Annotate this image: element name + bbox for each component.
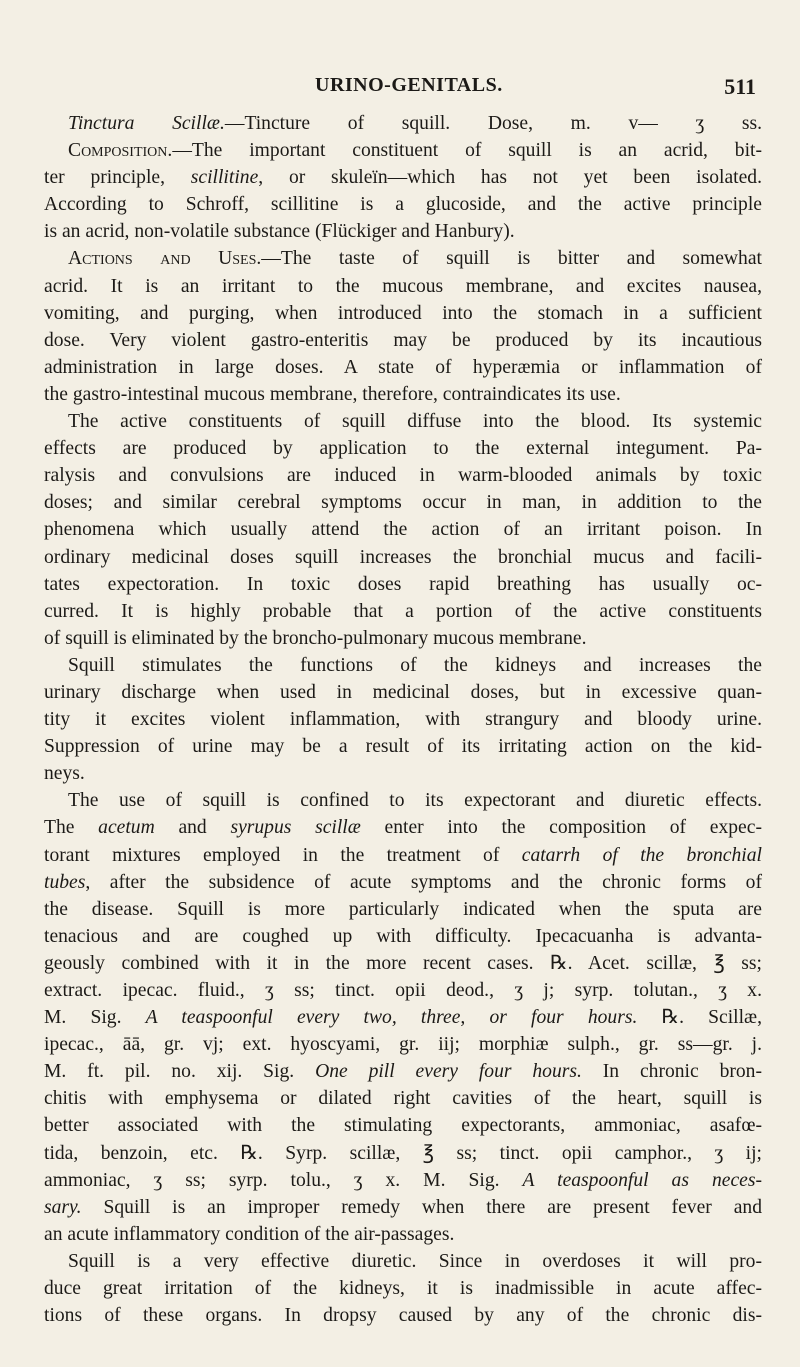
italic-text: tubes [44,871,86,893]
page-header [90,74,770,104]
text-line [44,1112,762,1139]
text-segment: tida, benzoin, etc. ℞. Syrp. scillæ, ℥ ss; tinct. opii camphor., ʒ ij; [44,1142,762,1164]
text-line [44,679,762,706]
text-line [44,435,762,462]
text-line [44,408,762,435]
text-segment: and [154,817,231,839]
text-segment: tates expectoration. In toxic doses rapid breathing has usually oc- [44,573,762,595]
text-line [44,760,762,787]
text-line [44,164,762,191]
text-segment: effects are produced by application to the external integument. Pa- [44,438,762,460]
text-segment: ralysis and convulsions are induced in warm-blooded animals by toxic [44,465,762,487]
text-segment: Squill is an improper remedy when there are present fever and [81,1196,762,1218]
text-segment: Suppression of urine may be a result of its irritating action on the kid- [44,736,762,758]
text-line [44,1140,762,1167]
text-line [44,462,762,489]
text-segment: The use of squill is confined to its expectorant and diuretic effects. [68,790,762,812]
text-segment: , after the subsidence of acute symptoms and the chronic forms of [85,871,762,893]
italic-text: sary. [44,1196,82,1218]
text-line [44,706,762,733]
text-line [44,137,762,164]
text-line [44,191,762,218]
text-segment: the disease. Squill is more particularly indicated when the sputa are [44,898,762,920]
text-line [44,516,762,543]
text-line [44,787,762,814]
text-segment: Squill stimulates the functions of the kidneys and increases the [68,654,762,676]
text-segment: chitis with emphysema or dilated right cavities of the heart, squill is [44,1088,762,1110]
text-segment: Squill is a very effective diuretic. Since in overdoses it will pro- [68,1250,762,1272]
text-line [44,245,762,272]
text-segment: ammoniac, ʒ ss; syrp. tolu., ʒ x. M. Sig. [44,1169,523,1191]
italic-text: Tinctura Scillæ. [68,113,225,134]
text-line [44,1275,762,1302]
text-segment: In chronic bron- [581,1061,763,1083]
text-line [44,300,762,327]
running-head: URINO-GENITALS. [315,74,503,96]
text-line [44,571,762,598]
italic-text: catarrh of the bronchial [521,844,762,866]
text-segment: —Tincture of squill. Dose, m. v— ʒ ss. [224,113,762,134]
text-segment: acrid. It is an irritant to the mucous membrane, and excites nausea, [44,275,762,297]
text-segment: tenacious and are coughed up with difficulty. Ipecacuanha is advanta- [44,925,762,947]
italic-text: acetum [98,817,155,839]
text-line [44,950,762,977]
text-segment: administration in large doses. A state of hyperæmia or inflammation of [44,356,762,378]
italic-text: A teaspoonful every two, three, or four hours. [145,1007,638,1029]
text-line [44,814,762,841]
text-line [44,110,762,137]
text-segment: curred. It is highly probable that a portion of the active constituents [44,600,762,622]
text-segment: The active constituents of squill diffuse into the blood. Its systemic [68,411,762,433]
text-line [44,1221,762,1248]
body-text [44,110,762,1329]
text-line [44,1031,762,1058]
text-segment: tions of these organs. In dropsy caused by any of the chronic dis- [44,1305,762,1327]
text-segment: According to Schroff, scillitine is a glucoside, and the active principle [44,194,762,216]
text-segment: enter into the composition of expec- [360,817,762,839]
text-line [44,218,762,245]
text-line [44,489,762,516]
text-line [44,273,762,300]
text-segment: tity it excites violent inflammation, with strangury and bloody urine. [44,709,762,731]
text-line [44,1085,762,1112]
section-heading: Composition. [68,140,173,162]
text-segment: ordinary medicinal doses squill increases the bronchial mucus and facili- [44,546,762,568]
text-segment: ipecac., āā, gr. vj; ext. hyoscyami, gr. iij; morphiæ sulph., gr. ss—gr. j. [44,1034,762,1056]
text-segment: M. Sig. [44,1007,146,1029]
text-line [44,977,762,1004]
text-segment: doses; and similar cerebral symptoms occur in man, in addition to the [44,492,762,514]
text-segment: neys. [44,763,85,785]
text-line [44,1248,762,1275]
text-line [44,354,762,381]
text-line [44,896,762,923]
text-segment: , or skuleïn—which has not yet been isolated. [258,167,762,189]
text-segment: the gastro-intestinal mucous membrane, therefore, contraindicates its use. [44,383,621,405]
text-segment: —The important constituent of squill is an acrid, bit- [172,140,762,162]
text-line [44,733,762,760]
text-segment: better associated with the stimulating expectorants, ammoniac, asafœ- [44,1115,762,1137]
text-line [44,1167,762,1194]
text-segment: phenomena which usually attend the action of an irritant poison. In [44,519,762,541]
section-heading: Actions and Uses. [68,248,262,270]
text-segment: is an acrid, non-volatile substance (Flückiger and Hanbury). [44,221,515,243]
text-segment: torant mixtures employed in the treatment of [44,844,522,866]
italic-text: A teaspoonful as neces- [522,1169,763,1191]
page-number: 511 [724,74,756,99]
text-segment: an acute inflammatory condition of the air-passages. [44,1223,455,1245]
text-line [44,327,762,354]
text-segment: The [44,817,99,839]
text-line [44,923,762,950]
text-segment: geously combined with it in the more recent cases. ℞. Acet. scillæ, ℥ ss; [44,952,762,974]
text-line [44,1058,762,1085]
text-line [44,598,762,625]
text-segment: extract. ipecac. fluid., ʒ ss; tinct. opii deod., ʒ j; syrp. tolutan., ʒ x. [44,980,762,1001]
text-segment: ℞. Scillæ, [637,1007,762,1029]
text-line [44,1302,762,1329]
italic-text: scillitine [190,167,259,189]
text-line [44,869,762,896]
text-segment: vomiting, and purging, when introduced into the stomach in a sufficient [44,302,762,324]
text-segment: urinary discharge when used in medicinal doses, but in excessive quan- [44,681,762,703]
text-line [44,544,762,571]
italic-text: syrupus scillæ [230,817,361,839]
text-segment: of squill is eliminated by the broncho-pulmonary mucous membrane. [44,627,587,649]
text-segment: duce great irritation of the kidneys, it is inadmissible in acute affec- [44,1278,762,1300]
text-line [44,842,762,869]
text-segment: ter principle, [44,167,191,189]
italic-text: One pill every four hours. [315,1061,582,1083]
text-segment: dose. Very violent gastro-enteritis may be produced by its incautious [44,329,762,351]
text-line [44,381,762,408]
text-segment: M. ft. pil. no. xij. Sig. [44,1061,316,1083]
text-segment: —The taste of squill is bitter and somewhat [261,248,762,270]
text-line [44,1194,762,1221]
text-line [44,652,762,679]
text-line [44,1004,762,1031]
text-line [44,625,762,652]
